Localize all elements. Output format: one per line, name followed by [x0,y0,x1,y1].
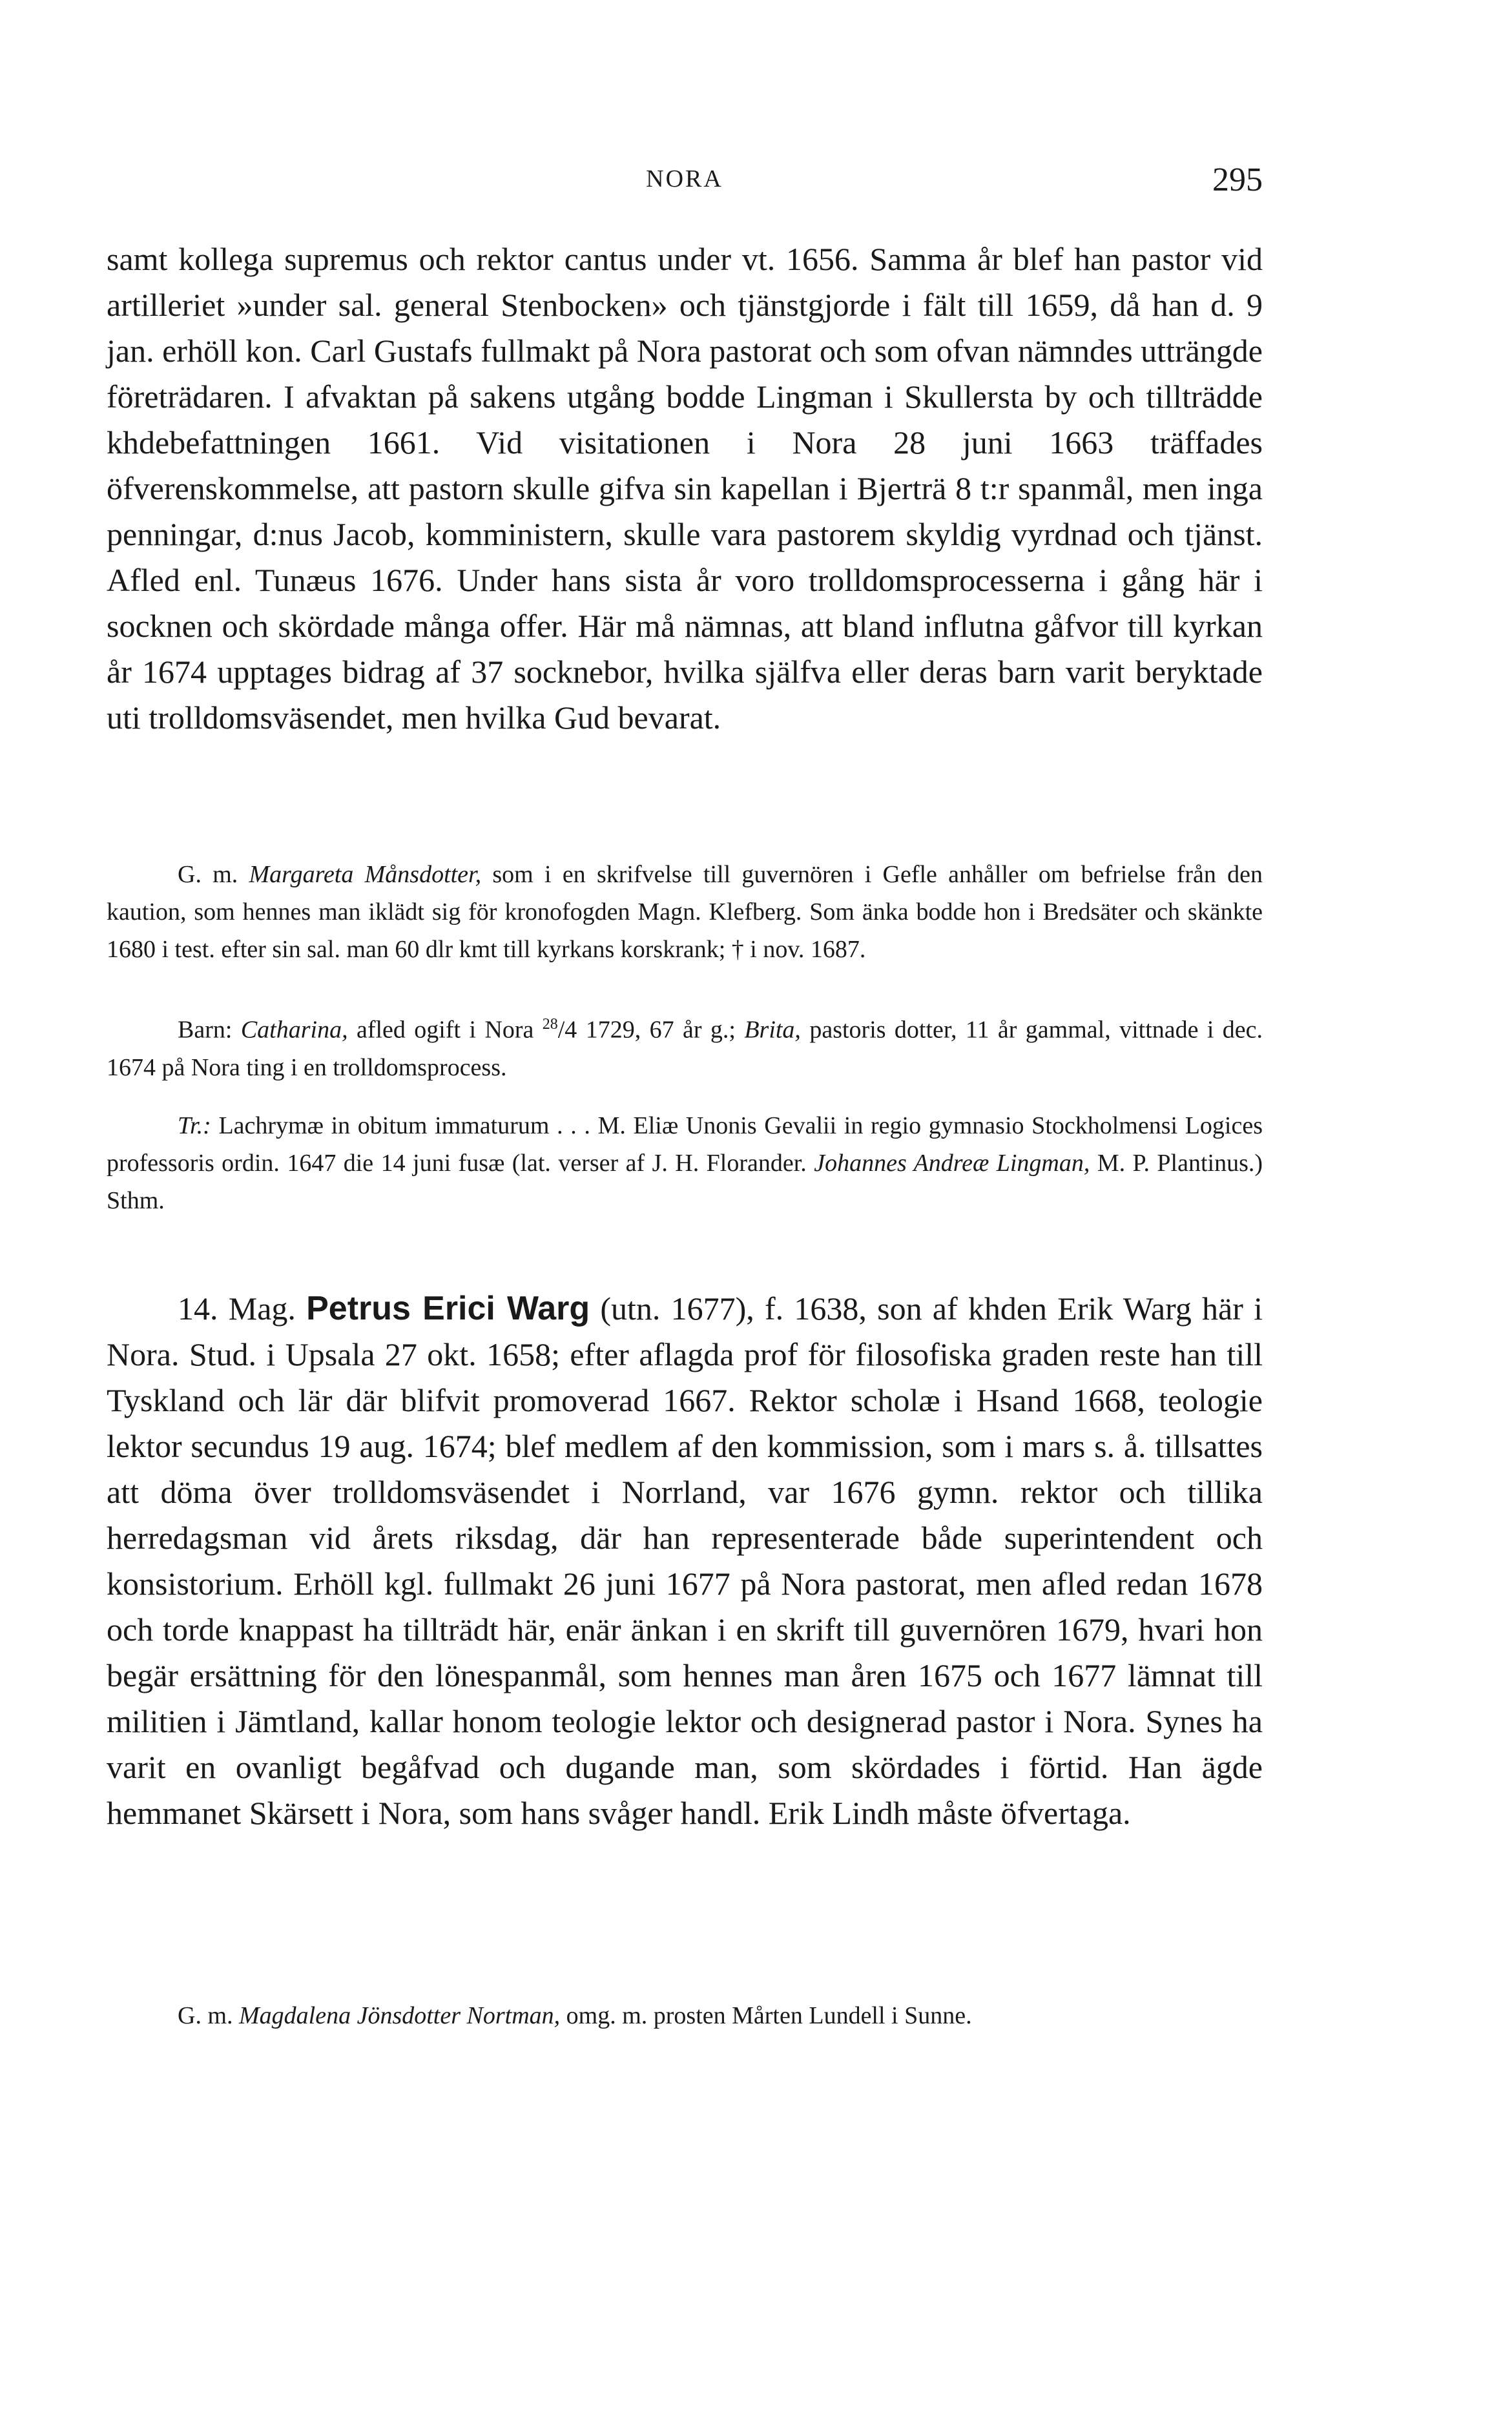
entry-14-marriage-note [107,1997,1263,2034]
print-author-name: Johannes Andreæ Lingman, [814,1150,1090,1177]
marriage-prefix-14: G. m. [178,2002,233,2029]
entry-14-title: Mag. [228,1290,296,1327]
print-text-b: M. P. Plantinus.) Sthm. [107,1150,1263,1214]
child-text-brita: pastoris dotter, 11 år gammal, vittnade i dec. 1674 på Nora ting i en trolldomsprocess. [107,1016,1263,1081]
marriage-text: som i en skrifvelse till guvernören i Gefle anhåller om befrielse från den kaution, som hennes man iklädt sig för kronofogden Magn. Klefberg. Som änka bodde hon i Bredsäter och skänkte 1680 i test. efter sin sal. man 60 dlr kmt till kyrkans korskrank; † i nov. 1687. [107,861,1263,963]
child-name-catharina: Catharina, [240,1016,348,1044]
marriage-prefix: G. m. [178,861,238,888]
entry-14-paragraph [107,1286,1263,1836]
children-prefix: Barn: [178,1016,233,1044]
child-date-superscript: 28 [542,1016,558,1033]
entry-14-body-text: (utn. 1677), f. 1638, son af khden Erik Warg här i Nora. Stud. i Upsala 27 okt. 1658; efter aflagda prof för filosofiska graden reste han till Tyskland och lär där blifvit promoverad 1667. Rektor scholæ i Hsand 1668, teologie lektor secundus 19 aug. 1674; blef medlem af den kommission, som i mars s. å. tillsattes att döma över trolldomsväsendet i Norrland, var 1676 gymn. rektor och tillika herredagsman vid årets riksdag, där han representerade både superintendent och konsistorium. Erhöll kgl. fullmakt 26 juni 1677 på Nora pastorat, men afled redan 1678 och torde knappast ha tillträdt här, enär änkan i en skrift till guvernören 1679, hvari hon begär ersättning för den lönespanmål, som hennes man åren 1675 och 1677 lämnat till militien i Jämtland, kallar honom teologie lektor och designerad pastor i Nora. Synes ha varit en ovanligt begåfvad och dugande man, som skördades i förtid. Han ägde hemmanet Skärsett i Nora, som hans svåger handl. Erik Lindh måste öfvertaga. [107,1290,1263,1831]
entry-13-print-note [107,1107,1263,1219]
entry-13-marriage-note [107,856,1263,968]
entry-13-children-note [107,1006,1263,1086]
running-head: NORA [646,165,723,192]
entry-13-body-text: samt kollega supremus och rektor cantus under vt. 1656. Samma år blef han pastor vid artilleriet »under sal. general Stenbocken» och tjänstgjorde i fält till 1659, då han d. 9 jan. erhöll kon. Carl Gustafs fullmakt på Nora pastorat och som ofvan nämndes utträngde företrädaren. I afvaktan på sakens utgång bodde Lingman i Skullersta by och tillträdde khdebefattningen 1661. Vid visitationen i Nora 28 juni 1663 träffades öfverenskommelse, att pastorn skulle gifva sin kapellan i Bjerträ 8 t:r spanmål, men inga penningar, d:nus Jacob, komministern, skulle vara pastorem skyldig vyrdnad och tjänst. Afled enl. Tunæus 1676. Under hans sista år voro trolldomsprocesserna i gång här i socknen och skördade många offer. Här må nämnas, att bland influtna gåfvor till kyrkan år 1674 upptages bidrag af 37 socknebor, hvilka själfva eller deras barn varit beryktade uti trolldomsväsendet, men hvilka Gud bevarat. [107,241,1263,736]
page-header [107,161,1263,203]
print-text-a: Lachrymæ in obitum immaturum . . . M. Eliæ Unonis Gevalii in regio gymnasio Stockholmensi Logices professoris ordin. 1647 die 14 juni fusæ (lat. verser af J. H. Florander. [107,1112,1263,1177]
entry-14-number: 14. [178,1290,218,1327]
marriage-text-14: omg. m. prosten Mårten Lundell i Sunne. [566,2002,972,2029]
entry-14-name: Petrus Erici Warg [306,1290,590,1327]
child-name-brita: Brita, [744,1016,801,1044]
entry-13-continued-paragraph [107,236,1263,741]
child-text-catharina: afled ogift i Nora [356,1016,534,1044]
print-prefix: Tr.: [178,1112,211,1139]
wife-name-14: Magdalena Jönsdotter Nortman, [239,2002,561,2029]
wife-name: Margareta Månsdotter, [249,861,482,888]
child-date-rest: /4 1729, 67 år g.; [557,1016,736,1044]
page-number: 295 [1212,161,1263,198]
